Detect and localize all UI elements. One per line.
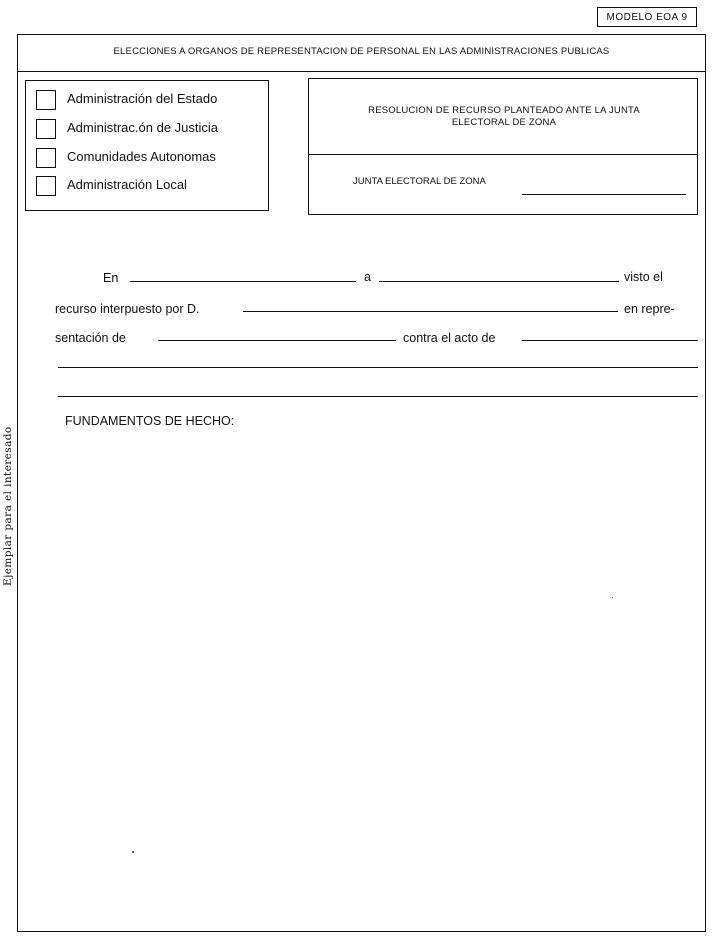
text-a: a (364, 270, 371, 284)
form-header: ELECCIONES A ORGANOS DE REPRESENTACION DE PERSONAL EN LAS ADMINISTRACIONES PUBLICAS (113, 46, 610, 57)
junta-field[interactable] (522, 194, 686, 195)
checkbox[interactable] (36, 176, 56, 196)
side-label: Ejemplar para el interesado (2, 426, 14, 586)
checkbox[interactable] (36, 90, 56, 110)
continuation-line[interactable] (58, 367, 698, 368)
text-representacion: sentación de (55, 331, 126, 345)
admin-option-label: Administración Local (67, 177, 187, 192)
fecha-field[interactable] (379, 281, 619, 282)
representado-field[interactable] (158, 340, 396, 341)
lugar-field[interactable] (130, 281, 356, 282)
scan-speck (612, 597, 613, 598)
text-en: En (103, 271, 119, 285)
recurrente-field[interactable] (243, 311, 618, 312)
administration-box (25, 80, 269, 211)
resolution-title: RESOLUCION DE RECURSO PLANTEADO ANTE LA JUNTA ELECTORAL DE ZONA (368, 105, 640, 128)
continuation-line[interactable] (58, 396, 698, 397)
acto-field[interactable] (522, 340, 698, 341)
text-recurso: recurso interpuesto por D. (55, 302, 200, 316)
scan-speck (132, 851, 134, 853)
admin-option-label: Comunidades Autonomas (67, 149, 216, 164)
junta-label: JUNTA ELECTORAL DE ZONA (353, 176, 486, 187)
resolution-box (308, 78, 698, 215)
admin-option-label: Administración del Estado (67, 91, 218, 106)
fundamentos-heading: FUNDAMENTOS DE HECHO: (65, 414, 235, 428)
admin-option-label: Administrac.ón de Justicia (67, 120, 219, 135)
checkbox[interactable] (36, 148, 56, 168)
checkbox[interactable] (36, 119, 56, 139)
text-contra: contra el acto de (403, 331, 496, 345)
text-en-repre: en repre- (624, 302, 675, 316)
resolution-divider (309, 154, 697, 155)
model-tag: MODELO EOA 9 (597, 7, 697, 27)
text-visto-el: visto el (624, 270, 663, 284)
